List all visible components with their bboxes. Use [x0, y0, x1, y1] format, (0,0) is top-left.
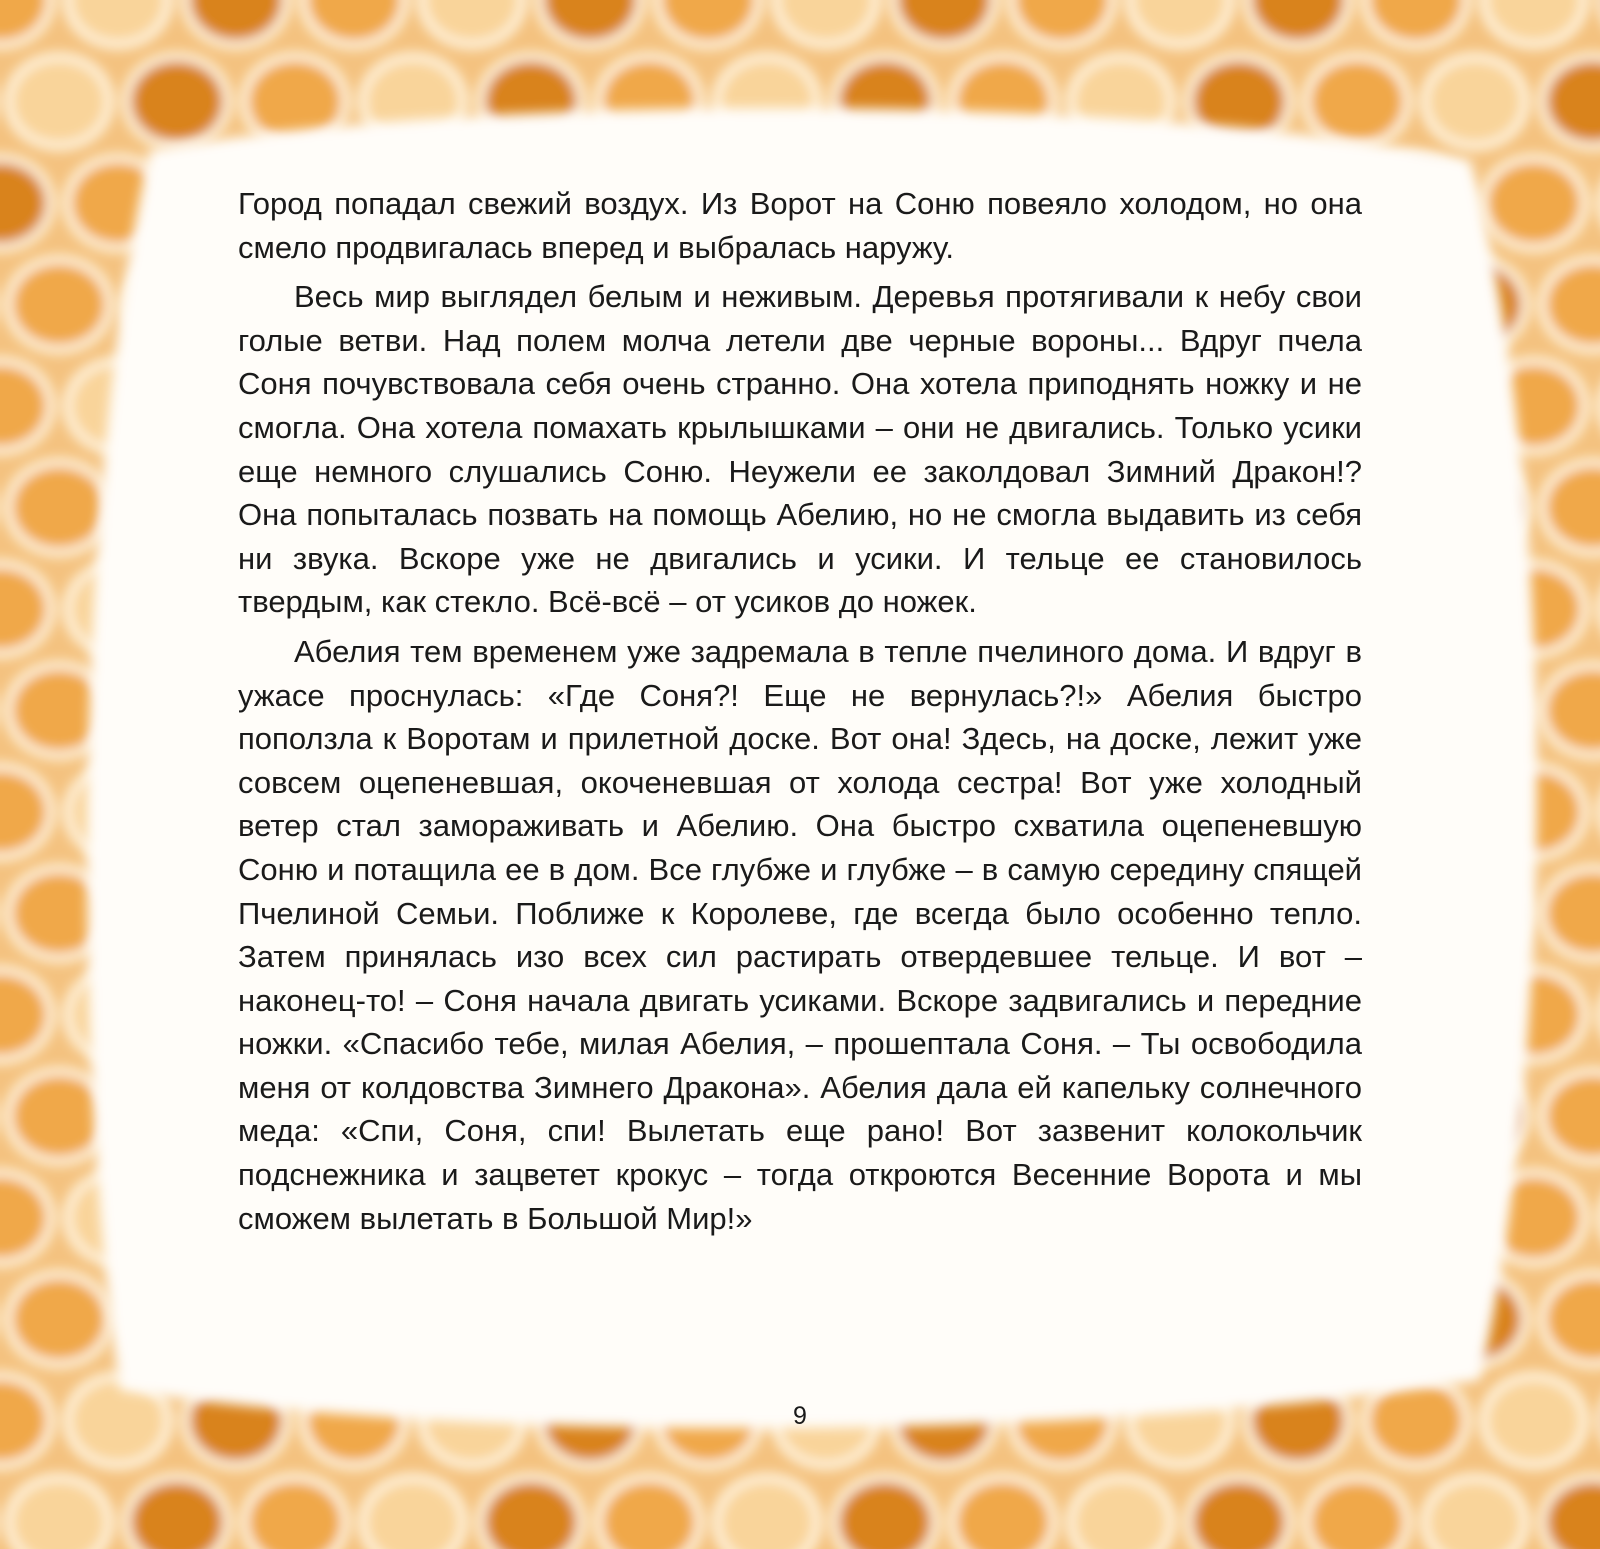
honeycomb-cell [1542, 1071, 1600, 1161]
page-number: 9 [793, 1402, 807, 1430]
honeycomb-cell [480, 1477, 581, 1549]
honeycomb-cell [126, 57, 227, 147]
honeycomb-cell [1424, 57, 1525, 147]
honeycomb-cell [716, 1477, 817, 1549]
paragraph: Город попадал свежий воздух. Из Ворот на Соню повеяло холодом, но она смело продвигалась вперед и выбралась наружу. [238, 186, 1362, 265]
honeycomb-cell [1424, 1477, 1525, 1549]
honeycomb-cell [126, 1477, 227, 1549]
honeycomb-cell [8, 1477, 109, 1549]
story-text [238, 182, 1362, 1246]
honeycomb-cell [1542, 57, 1600, 147]
honeycomb-cell [8, 260, 109, 350]
honeycomb-cell [244, 1477, 345, 1549]
honeycomb-cell [8, 463, 109, 553]
honeycomb-cell [1542, 666, 1600, 756]
honeycomb-cell [598, 1477, 699, 1549]
honeycomb-cell [1306, 1477, 1407, 1549]
paragraph: Весь мир выглядел белым и неживым. Деревья протягивали к небу свои голые ветви. Над полем молча летели две черные вороны... Вдруг пчела Соня почувствовала себя очень странно. Она хотела приподнять ножку и не смогла. Она хотела помахать крылышками – они не двигались. Только усики еще немного слушались Соню. Неужели ее заколдовал Зимний Дракон!? Она попыталась позвать на помощь Абелию, но не смогла выдавить из себя ни звука. Вскоре уже не двигались и усики. И тельце ее становилось твердым, как стекло. Всё-всё – от усиков до ножек. [238, 279, 1362, 620]
honeycomb-cell [1306, 57, 1407, 147]
honeycomb-cell [362, 1477, 463, 1549]
honeycomb-cell [1542, 260, 1600, 350]
honeycomb-cell [834, 1477, 935, 1549]
honeycomb-cell [8, 57, 109, 147]
honeycomb-cell [1070, 1477, 1171, 1549]
honeycomb-cell [952, 1477, 1053, 1549]
honeycomb-cell [8, 1274, 109, 1364]
honeycomb-cell [1483, 158, 1584, 248]
paragraph: Абелия тем временем уже задремала в тепле пчелиного дома. И вдруг в ужасе проснулась: «Где Соня?! Еще не вернулась?!» Абелия быстро поползла к Воротам и прилетной доске. Вот она! Здесь, на доске, лежит уже совсем оцепеневшая, окоченевшая от холода сестра! Вот уже холодный ветер стал замораживать и Абелию. Она быстро схватила оцепеневшую Соню и потащила ее в дом. Все глубже и глубже – в самую середину спящей Пчелиной Семьи. Поближе к Королеве, где всегда было особенно тепло. Затем принялась изо всех сил растирать отвердевшее тельце. И вот – наконец-то! – Соня начала двигать усиками. Вскоре задвигались и передние ножки. «Спасибо тебе, милая Абелия, – прошептала Соня. – Ты освободила меня от колдовства Зимнего Дракона». Абелия дала ей капельку солнечного меда: «Спи, Соня, спи! Вылетать еще рано! Вот зазвенит колокольчик подснежника и зацветет крокус – тогда откроются Весенние Ворота и мы сможем вылетать в Большой Мир!» [238, 633, 1362, 1236]
honeycomb-cell [1188, 1477, 1289, 1549]
honeycomb-cell [1542, 463, 1600, 553]
honeycomb-cell [1542, 868, 1600, 958]
honeycomb-cell [1542, 1274, 1600, 1364]
